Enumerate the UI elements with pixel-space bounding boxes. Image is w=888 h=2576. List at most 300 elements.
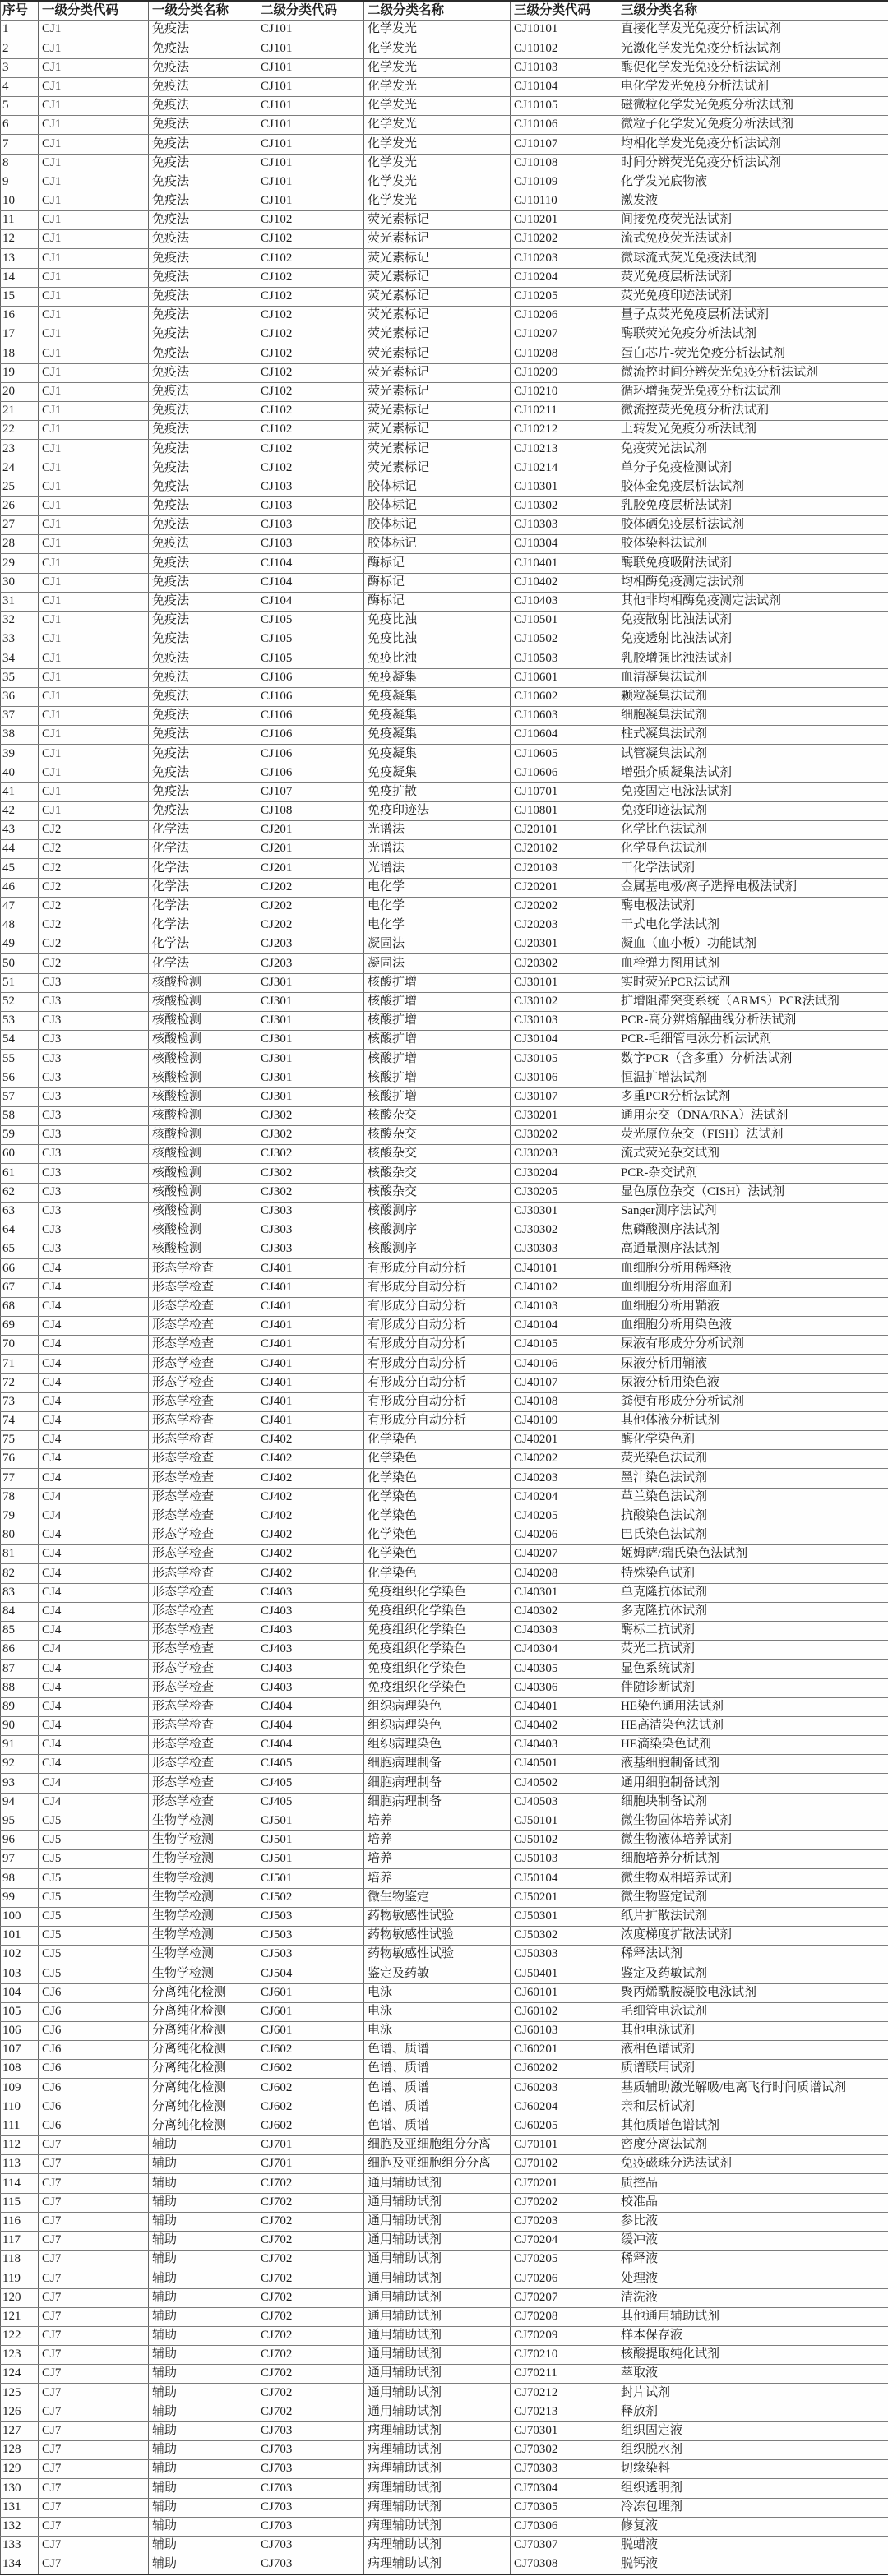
cell-serial: 69 <box>1 1316 39 1335</box>
table-row <box>1 1946 888 1964</box>
cell-level2-name: 荧光素标记 <box>364 249 511 268</box>
cell-level3-code: CJ30302 <box>511 1221 617 1240</box>
cell-serial: 98 <box>1 1869 39 1888</box>
cell-level3-code: CJ30101 <box>511 973 617 992</box>
cell-level1-name: 形态学检查 <box>149 1316 257 1335</box>
cell-level3-name: PCR-杂交试剂 <box>617 1164 888 1183</box>
cell-level2-name: 通用辅助试剂 <box>364 2384 511 2403</box>
cell-level1-code: CJ4 <box>39 1507 149 1526</box>
header-level2-code: 二级分类代码 <box>257 1 364 21</box>
cell-level1-code: CJ4 <box>39 1583 149 1602</box>
cell-serial: 54 <box>1 1031 39 1050</box>
table-row <box>1 1907 888 1926</box>
cell-level2-code: CJ401 <box>257 1259 364 1278</box>
cell-level1-code: CJ7 <box>39 2174 149 2193</box>
cell-level3-name: 胶体金免疫层析法试剂 <box>617 478 888 496</box>
cell-level1-code: CJ1 <box>39 801 149 820</box>
cell-level3-name: 粪便有形成分分析试剂 <box>617 1392 888 1411</box>
cell-level2-name: 免疫组织化学染色 <box>364 1602 511 1621</box>
cell-level2-code: CJ101 <box>257 135 364 154</box>
cell-level1-name: 生物学检测 <box>149 1888 257 1907</box>
cell-level3-code: CJ70212 <box>511 2384 617 2403</box>
cell-level1-code: CJ1 <box>39 573 149 592</box>
header-level1-code: 一级分类代码 <box>39 1 149 21</box>
cell-level2-name: 核酸杂交 <box>364 1126 511 1145</box>
cell-level2-code: CJ102 <box>257 421 364 440</box>
table-row <box>1 1373 888 1392</box>
cell-level3-code: CJ40402 <box>511 1716 617 1735</box>
cell-serial: 24 <box>1 459 39 478</box>
cell-level2-name: 化学染色 <box>364 1450 511 1469</box>
table-row <box>1 2421 888 2440</box>
cell-level2-name: 病理辅助试剂 <box>364 2517 511 2536</box>
table-row <box>1 687 888 706</box>
cell-level2-code: CJ104 <box>257 592 364 611</box>
cell-level1-name: 免疫法 <box>149 249 257 268</box>
cell-level1-name: 免疫法 <box>149 535 257 554</box>
cell-level1-code: CJ6 <box>39 2079 149 2098</box>
cell-level1-code: CJ7 <box>39 2460 149 2479</box>
cell-level3-name: 姬姆萨/瑞氏染色法试剂 <box>617 1545 888 1564</box>
cell-level2-code: CJ501 <box>257 1869 364 1888</box>
table-header <box>1 1 888 21</box>
table-row <box>1 1621 888 1640</box>
cell-level3-name: 激发液 <box>617 192 888 210</box>
cell-level1-code: CJ5 <box>39 1869 149 1888</box>
cell-level3-code: CJ60202 <box>511 2060 617 2079</box>
cell-level3-code: CJ10606 <box>511 764 617 782</box>
table-row <box>1 307 888 325</box>
cell-level3-code: CJ30204 <box>511 1164 617 1183</box>
cell-level3-code: CJ50102 <box>511 1831 617 1850</box>
cell-level2-code: CJ702 <box>257 2307 364 2326</box>
table-row <box>1 2307 888 2326</box>
cell-level1-name: 免疫法 <box>149 496 257 515</box>
cell-level2-name: 通用辅助试剂 <box>364 2193 511 2212</box>
cell-level3-name: 上转发光免疫分析法试剂 <box>617 421 888 440</box>
cell-level2-code: CJ106 <box>257 706 364 725</box>
cell-serial: 60 <box>1 1145 39 1164</box>
cell-level2-name: 化学染色 <box>364 1545 511 1564</box>
cell-level1-code: CJ1 <box>39 96 149 115</box>
cell-level3-name: 冷冻包埋剂 <box>617 2498 888 2517</box>
cell-level1-name: 免疫法 <box>149 668 257 687</box>
cell-level1-code: CJ7 <box>39 2421 149 2440</box>
cell-level3-code: CJ60203 <box>511 2079 617 2098</box>
table-row <box>1 821 888 840</box>
cell-level1-name: 核酸检测 <box>149 973 257 992</box>
cell-level1-name: 形态学检查 <box>149 1736 257 1755</box>
cell-level2-code: CJ302 <box>257 1145 364 1164</box>
cell-level1-code: CJ4 <box>39 1641 149 1660</box>
cell-level1-code: CJ4 <box>39 1411 149 1430</box>
cell-level1-code: CJ6 <box>39 2002 149 2021</box>
cell-level2-name: 化学染色 <box>364 1469 511 1488</box>
cell-level3-code: CJ40306 <box>511 1678 617 1697</box>
cell-level3-name: 磁微粒化学发光免疫分析法试剂 <box>617 96 888 115</box>
cell-level1-code: CJ4 <box>39 1392 149 1411</box>
cell-level1-name: 形态学检查 <box>149 1641 257 1660</box>
cell-level3-code: CJ10503 <box>511 649 617 668</box>
cell-level2-code: CJ301 <box>257 1050 364 1069</box>
cell-level1-code: CJ3 <box>39 1126 149 1145</box>
cell-level3-code: CJ40302 <box>511 1602 617 1621</box>
cell-level3-code: CJ40108 <box>511 1392 617 1411</box>
cell-level3-name: 免疫荧光法试剂 <box>617 440 888 459</box>
cell-level1-name: 免疫法 <box>149 287 257 306</box>
cell-serial: 52 <box>1 992 39 1011</box>
cell-level1-name: 辅助 <box>149 2212 257 2231</box>
cell-serial: 50 <box>1 954 39 973</box>
cell-level3-name: 质谱联用试剂 <box>617 2060 888 2079</box>
cell-level1-name: 核酸检测 <box>149 1106 257 1125</box>
table-row <box>1 1087 888 1106</box>
table-row <box>1 1526 888 1545</box>
cell-serial: 1 <box>1 21 39 39</box>
cell-level3-code: CJ10301 <box>511 478 617 496</box>
cell-level3-code: CJ70102 <box>511 2155 617 2174</box>
cell-serial: 77 <box>1 1469 39 1488</box>
cell-level2-code: CJ101 <box>257 154 364 173</box>
cell-level3-name: 免疫散射比浊法试剂 <box>617 612 888 630</box>
cell-level2-name: 光谱法 <box>364 821 511 840</box>
cell-serial: 40 <box>1 764 39 782</box>
cell-level1-name: 免疫法 <box>149 782 257 801</box>
table-row <box>1 496 888 515</box>
cell-serial: 12 <box>1 230 39 249</box>
cell-level1-code: CJ7 <box>39 2555 149 2575</box>
cell-level3-code: CJ40206 <box>511 1526 617 1545</box>
cell-level2-code: CJ602 <box>257 2117 364 2135</box>
table-row <box>1 1812 888 1830</box>
cell-level3-name: 免疫固定电泳法试剂 <box>617 782 888 801</box>
cell-level3-name: 凝血（血小板）功能试剂 <box>617 935 888 954</box>
cell-level3-name: 光激化学发光免疫分析法试剂 <box>617 39 888 58</box>
cell-level1-code: CJ4 <box>39 1431 149 1450</box>
cell-level2-name: 免疫凝集 <box>364 687 511 706</box>
cell-level2-name: 免疫比浊 <box>364 630 511 649</box>
table-row <box>1 249 888 268</box>
cell-serial: 125 <box>1 2384 39 2403</box>
cell-level1-code: CJ5 <box>39 1831 149 1850</box>
cell-level1-code: CJ7 <box>39 2403 149 2421</box>
cell-level1-name: 化学法 <box>149 840 257 859</box>
cell-level1-code: CJ1 <box>39 325 149 344</box>
cell-level1-code: CJ7 <box>39 2326 149 2345</box>
cell-serial: 30 <box>1 573 39 592</box>
cell-level1-name: 形态学检查 <box>149 1678 257 1697</box>
cell-level1-code: CJ3 <box>39 1145 149 1164</box>
table-row <box>1 154 888 173</box>
table-row <box>1 2460 888 2479</box>
cell-serial: 42 <box>1 801 39 820</box>
cell-level1-name: 化学法 <box>149 821 257 840</box>
cell-level1-name: 核酸检测 <box>149 1011 257 1030</box>
cell-level3-code: CJ10203 <box>511 249 617 268</box>
cell-serial: 58 <box>1 1106 39 1125</box>
cell-level1-name: 生物学检测 <box>149 1926 257 1945</box>
table-row <box>1 192 888 210</box>
cell-level3-code: CJ10212 <box>511 421 617 440</box>
cell-level2-name: 有形成分自动分析 <box>364 1355 511 1373</box>
cell-serial: 100 <box>1 1907 39 1926</box>
cell-serial: 5 <box>1 96 39 115</box>
cell-level3-name: 柱式凝集法试剂 <box>617 726 888 745</box>
cell-level2-code: CJ102 <box>257 325 364 344</box>
cell-level3-name: 组织脱水剂 <box>617 2441 888 2460</box>
cell-level3-name: 显色系统试剂 <box>617 1660 888 1678</box>
cell-serial: 8 <box>1 154 39 173</box>
cell-level2-code: CJ601 <box>257 2021 364 2040</box>
cell-level3-name: 化学比色法试剂 <box>617 821 888 840</box>
cell-level2-code: CJ401 <box>257 1336 364 1355</box>
cell-level3-code: CJ10604 <box>511 726 617 745</box>
table-row <box>1 1450 888 1469</box>
cell-level1-code: CJ3 <box>39 1087 149 1106</box>
cell-level1-name: 免疫法 <box>149 726 257 745</box>
table-row <box>1 116 888 135</box>
cell-level1-name: 免疫法 <box>149 592 257 611</box>
cell-level3-name: 血清凝集法试剂 <box>617 668 888 687</box>
cell-level1-name: 分离纯化检测 <box>149 2098 257 2117</box>
table-row <box>1 421 888 440</box>
cell-level2-code: CJ402 <box>257 1564 364 1583</box>
table-row <box>1 96 888 115</box>
cell-level2-name: 通用辅助试剂 <box>364 2174 511 2193</box>
table-row <box>1 478 888 496</box>
cell-level2-code: CJ202 <box>257 916 364 935</box>
cell-serial: 48 <box>1 916 39 935</box>
cell-serial: 3 <box>1 58 39 77</box>
cell-level2-code: CJ702 <box>257 2326 364 2345</box>
cell-level3-code: CJ40104 <box>511 1316 617 1335</box>
cell-serial: 62 <box>1 1183 39 1202</box>
cell-level3-code: CJ60101 <box>511 1983 617 2002</box>
cell-serial: 124 <box>1 2365 39 2384</box>
cell-level1-code: CJ4 <box>39 1297 149 1316</box>
cell-level2-name: 化学发光 <box>364 39 511 58</box>
cell-level2-code: CJ102 <box>257 344 364 363</box>
cell-serial: 68 <box>1 1297 39 1316</box>
table-row <box>1 1888 888 1907</box>
cell-level1-code: CJ7 <box>39 2517 149 2536</box>
cell-level2-name: 通用辅助试剂 <box>364 2346 511 2365</box>
cell-level2-name: 有形成分自动分析 <box>364 1336 511 1355</box>
cell-level1-code: CJ4 <box>39 1621 149 1640</box>
cell-level1-code: CJ4 <box>39 1469 149 1488</box>
cell-level1-code: CJ5 <box>39 1907 149 1926</box>
cell-level2-name: 有形成分自动分析 <box>364 1392 511 1411</box>
cell-level2-code: CJ105 <box>257 649 364 668</box>
cell-serial: 71 <box>1 1355 39 1373</box>
cell-level1-name: 免疫法 <box>149 363 257 382</box>
cell-level1-name: 辅助 <box>149 2346 257 2365</box>
cell-level3-code: CJ70306 <box>511 2517 617 2536</box>
cell-level1-code: CJ5 <box>39 1964 149 1983</box>
cell-level1-code: CJ7 <box>39 2136 149 2155</box>
cell-level1-name: 免疫法 <box>149 325 257 344</box>
cell-level2-name: 化学发光 <box>364 154 511 173</box>
cell-level3-code: CJ40501 <box>511 1755 617 1774</box>
cell-level2-name: 色谱、质谱 <box>364 2098 511 2117</box>
cell-level2-name: 药物敏感性试验 <box>364 1926 511 1945</box>
cell-level3-name: 通用细胞制备试剂 <box>617 1774 888 1793</box>
cell-level2-code: CJ703 <box>257 2517 364 2536</box>
cell-level2-name: 细胞病理制备 <box>364 1793 511 1812</box>
cell-level1-code: CJ3 <box>39 1183 149 1202</box>
table-row <box>1 1297 888 1316</box>
cell-level2-code: CJ106 <box>257 687 364 706</box>
table-body <box>1 21 888 2575</box>
cell-level2-name: 电化学 <box>364 897 511 916</box>
cell-level3-name: 增强介质凝集法试剂 <box>617 764 888 782</box>
cell-level2-code: CJ101 <box>257 192 364 210</box>
cell-serial: 79 <box>1 1507 39 1526</box>
cell-level2-name: 免疫组织化学染色 <box>364 1621 511 1640</box>
cell-level3-code: CJ10601 <box>511 668 617 687</box>
cell-level1-name: 辅助 <box>149 2155 257 2174</box>
cell-level2-name: 组织病理染色 <box>364 1716 511 1735</box>
cell-serial: 80 <box>1 1526 39 1545</box>
table-row <box>1 1240 888 1259</box>
cell-level3-name: 直接化学发光免疫分析法试剂 <box>617 21 888 39</box>
cell-level3-code: CJ20301 <box>511 935 617 954</box>
cell-level1-name: 分离纯化检测 <box>149 2041 257 2060</box>
cell-level2-name: 酶标记 <box>364 554 511 573</box>
table-row <box>1 21 888 39</box>
cell-serial: 72 <box>1 1373 39 1392</box>
cell-level3-name: 血细胞分析用鞘液 <box>617 1297 888 1316</box>
cell-level2-code: CJ503 <box>257 1946 364 1964</box>
cell-level2-code: CJ703 <box>257 2441 364 2460</box>
cell-level1-name: 辅助 <box>149 2174 257 2193</box>
cell-level2-name: 免疫组织化学染色 <box>364 1660 511 1678</box>
cell-level1-code: CJ1 <box>39 592 149 611</box>
cell-level3-name: 高通量测序法试剂 <box>617 1240 888 1259</box>
cell-level1-code: CJ1 <box>39 706 149 725</box>
table-row <box>1 287 888 306</box>
cell-level3-name: 恒温扩增法试剂 <box>617 1069 888 1087</box>
cell-level1-name: 核酸检测 <box>149 1221 257 1240</box>
cell-level3-name: 胶体硒免疫层析法试剂 <box>617 516 888 535</box>
cell-serial: 131 <box>1 2498 39 2517</box>
table-row <box>1 1411 888 1430</box>
cell-serial: 120 <box>1 2288 39 2307</box>
cell-level3-code: CJ10106 <box>511 116 617 135</box>
cell-level2-name: 光谱法 <box>364 859 511 878</box>
cell-level3-name: 干式电化学法试剂 <box>617 916 888 935</box>
cell-level1-code: CJ1 <box>39 39 149 58</box>
cell-level1-name: 免疫法 <box>149 230 257 249</box>
table-row <box>1 2498 888 2517</box>
table-row <box>1 58 888 77</box>
cell-level2-code: CJ504 <box>257 1964 364 1983</box>
cell-level2-name: 化学发光 <box>364 58 511 77</box>
cell-serial: 18 <box>1 344 39 363</box>
cell-level3-code: CJ30103 <box>511 1011 617 1030</box>
cell-level3-name: 酶联免疫吸附法试剂 <box>617 554 888 573</box>
cell-level2-name: 病理辅助试剂 <box>364 2460 511 2479</box>
cell-level3-name: 细胞块制备试剂 <box>617 1793 888 1812</box>
cell-level1-code: CJ7 <box>39 2193 149 2212</box>
cell-level2-code: CJ101 <box>257 39 364 58</box>
cell-level2-name: 核酸杂交 <box>364 1164 511 1183</box>
cell-serial: 117 <box>1 2231 39 2250</box>
cell-level1-name: 辅助 <box>149 2403 257 2421</box>
cell-level3-name: 校准品 <box>617 2193 888 2212</box>
cell-serial: 31 <box>1 592 39 611</box>
table-row <box>1 2479 888 2498</box>
cell-level2-name: 组织病理染色 <box>364 1697 511 1716</box>
cell-serial: 108 <box>1 2060 39 2079</box>
table-row <box>1 859 888 878</box>
cell-level2-name: 光谱法 <box>364 840 511 859</box>
table-row <box>1 382 888 401</box>
cell-level1-code: CJ4 <box>39 1545 149 1564</box>
cell-level1-code: CJ1 <box>39 612 149 630</box>
table-row <box>1 1106 888 1125</box>
cell-level2-name: 免疫凝集 <box>364 706 511 725</box>
cell-level2-name: 化学染色 <box>364 1488 511 1507</box>
cell-level3-code: CJ10105 <box>511 96 617 115</box>
cell-level1-name: 免疫法 <box>149 401 257 420</box>
cell-level1-name: 辅助 <box>149 2288 257 2307</box>
cell-level2-name: 电泳 <box>364 1983 511 2002</box>
cell-level2-name: 细胞病理制备 <box>364 1755 511 1774</box>
cell-level1-name: 核酸检测 <box>149 1031 257 1050</box>
cell-level1-name: 化学法 <box>149 897 257 916</box>
cell-level2-name: 微生物鉴定 <box>364 1888 511 1907</box>
cell-level3-name: 化学发光底物液 <box>617 173 888 192</box>
cell-level3-name: PCR-毛细管电泳分析法试剂 <box>617 1031 888 1050</box>
table-row <box>1 2021 888 2040</box>
cell-level2-name: 通用辅助试剂 <box>364 2365 511 2384</box>
cell-serial: 104 <box>1 1983 39 2002</box>
cell-level1-code: CJ3 <box>39 1050 149 1069</box>
cell-level2-code: CJ301 <box>257 1011 364 1030</box>
cell-level2-name: 病理辅助试剂 <box>364 2421 511 2440</box>
cell-level1-name: 形态学检查 <box>149 1602 257 1621</box>
cell-level3-name: 墨汁染色法试剂 <box>617 1469 888 1488</box>
cell-level3-code: CJ70209 <box>511 2326 617 2345</box>
cell-level1-name: 形态学检查 <box>149 1660 257 1678</box>
cell-serial: 113 <box>1 2155 39 2174</box>
cell-serial: 106 <box>1 2021 39 2040</box>
cell-level1-code: CJ1 <box>39 77 149 96</box>
cell-level2-name: 化学染色 <box>364 1526 511 1545</box>
cell-level2-code: CJ201 <box>257 859 364 878</box>
cell-level1-name: 免疫法 <box>149 39 257 58</box>
cell-serial: 78 <box>1 1488 39 1507</box>
cell-serial: 21 <box>1 401 39 420</box>
cell-level2-code: CJ401 <box>257 1411 364 1430</box>
cell-level1-code: CJ2 <box>39 859 149 878</box>
cell-level3-name: 参比液 <box>617 2212 888 2231</box>
cell-level1-name: 生物学检测 <box>149 1850 257 1869</box>
cell-level1-code: CJ4 <box>39 1755 149 1774</box>
cell-level3-code: CJ40205 <box>511 1507 617 1526</box>
cell-level2-name: 化学发光 <box>364 192 511 210</box>
table-row <box>1 1050 888 1069</box>
cell-level2-name: 胶体标记 <box>364 478 511 496</box>
cell-level3-code: CJ70201 <box>511 2174 617 2193</box>
cell-level2-code: CJ702 <box>257 2174 364 2193</box>
cell-serial: 32 <box>1 612 39 630</box>
cell-level1-name: 生物学检测 <box>149 1907 257 1926</box>
cell-serial: 34 <box>1 649 39 668</box>
cell-level2-name: 药物敏感性试验 <box>364 1907 511 1926</box>
cell-level3-code: CJ30301 <box>511 1202 617 1221</box>
